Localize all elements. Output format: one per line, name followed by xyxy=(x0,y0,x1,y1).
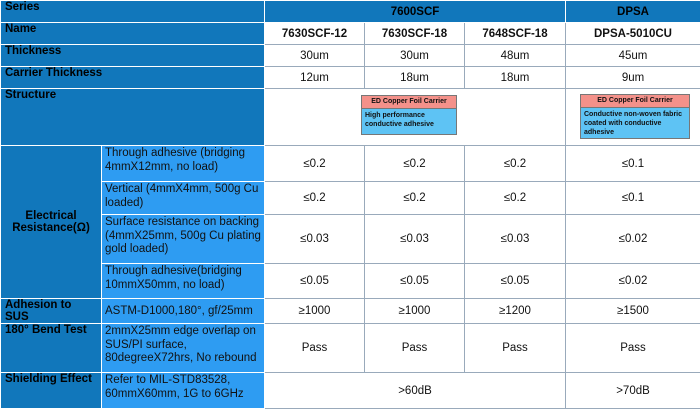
resistance-value: ≤0.2 xyxy=(265,182,365,215)
structure-dpsa xyxy=(566,89,700,146)
thickness-value: 48um xyxy=(465,45,566,67)
thickness-value: 30um xyxy=(365,45,465,67)
adhesion-condition: ASTM-D1000,180°, gf/25mm xyxy=(102,299,265,324)
resistance-value: ≤0.2 xyxy=(365,182,465,215)
layer-diagram xyxy=(361,95,457,135)
adhesion-value: ≥1500 xyxy=(566,299,700,324)
copper-foil-layer: ED Copper Foil Carrier xyxy=(580,94,690,108)
resistance-condition: Vertical (4mmX4mm, 500g Cu loaded) xyxy=(102,182,265,215)
resistance-value: ≤0.03 xyxy=(465,215,566,264)
thickness-value: 45um xyxy=(566,45,700,67)
copper-foil-layer: ED Copper Foil Carrier xyxy=(361,95,457,109)
resistance-value: ≤0.02 xyxy=(566,215,700,264)
resistance-value: ≤0.2 xyxy=(365,146,465,182)
name-label: Name xyxy=(1,23,265,45)
shielding-condition: Refer to MIL-STD83528, 60mmX60mm, 1G to 6GHz xyxy=(102,373,265,409)
resistance-value: ≤0.2 xyxy=(465,146,566,182)
resistance-condition: Through adhesive(bridging 10mmX50mm, no load) xyxy=(102,264,265,299)
structure-label: Structure xyxy=(1,89,265,146)
bend-test-label: 180° Bend Test xyxy=(1,324,102,373)
adhesion-value: ≥1000 xyxy=(365,299,465,324)
bend-test-value: Pass xyxy=(465,324,566,373)
carrier-thickness-label: Carrier Thickness xyxy=(1,67,265,89)
product-name: 7648SCF-18 xyxy=(465,23,566,45)
resistance-value: ≤0.03 xyxy=(265,215,365,264)
carrier-thickness-value: 18um xyxy=(465,67,566,89)
bend-test-condition: 2mmX25mm edge overlap on SUS/PI surface, 80degreeX72hrs, No rebound xyxy=(102,324,265,373)
resistance-value: ≤0.05 xyxy=(265,264,365,299)
shielding-value-dpsa: >70dB xyxy=(566,373,700,409)
structure-7600scf xyxy=(265,89,566,146)
resistance-value: ≤0.05 xyxy=(465,264,566,299)
adhesion-value: ≥1000 xyxy=(265,299,365,324)
electrical-resistance-label: Electrical Resistance(Ω) xyxy=(1,146,102,299)
resistance-value: ≤0.2 xyxy=(465,182,566,215)
adhesive-layer: High performance conductive adhesive xyxy=(361,109,457,135)
resistance-value: ≤0.1 xyxy=(566,182,700,215)
shielding-value-7600scf: >60dB xyxy=(265,373,566,409)
series-7600scf: 7600SCF xyxy=(265,1,566,23)
product-name: 7630SCF-12 xyxy=(265,23,365,45)
resistance-value: ≤0.1 xyxy=(566,146,700,182)
series-dpsa: DPSA xyxy=(566,1,700,23)
thickness-label: Thickness xyxy=(1,45,265,67)
shielding-label: Shielding Effect xyxy=(1,373,102,409)
bend-test-value: Pass xyxy=(365,324,465,373)
carrier-thickness-value: 9um xyxy=(566,67,700,89)
carrier-thickness-value: 12um xyxy=(265,67,365,89)
thickness-value: 30um xyxy=(265,45,365,67)
resistance-value: ≤0.03 xyxy=(365,215,465,264)
resistance-condition: Surface resistance on backing (4mmX25mm, 500g Cu plating gold loaded) xyxy=(102,215,265,264)
resistance-value: ≤0.02 xyxy=(566,264,700,299)
resistance-value: ≤0.2 xyxy=(265,146,365,182)
resistance-value: ≤0.05 xyxy=(365,264,465,299)
product-name: 7630SCF-18 xyxy=(365,23,465,45)
bend-test-value: Pass xyxy=(566,324,700,373)
fabric-layer: Conductive non-woven fabric coated with conductive adhesive xyxy=(580,108,690,139)
carrier-thickness-value: 18um xyxy=(365,67,465,89)
resistance-condition: Through adhesive (bridging 4mmX12mm, no load) xyxy=(102,146,265,182)
series-label: Series xyxy=(1,1,265,23)
layer-diagram xyxy=(580,94,690,139)
adhesion-label: Adhesion to SUS xyxy=(1,299,102,324)
adhesion-value: ≥1200 xyxy=(465,299,566,324)
product-name: DPSA-5010CU xyxy=(566,23,700,45)
bend-test-value: Pass xyxy=(265,324,365,373)
